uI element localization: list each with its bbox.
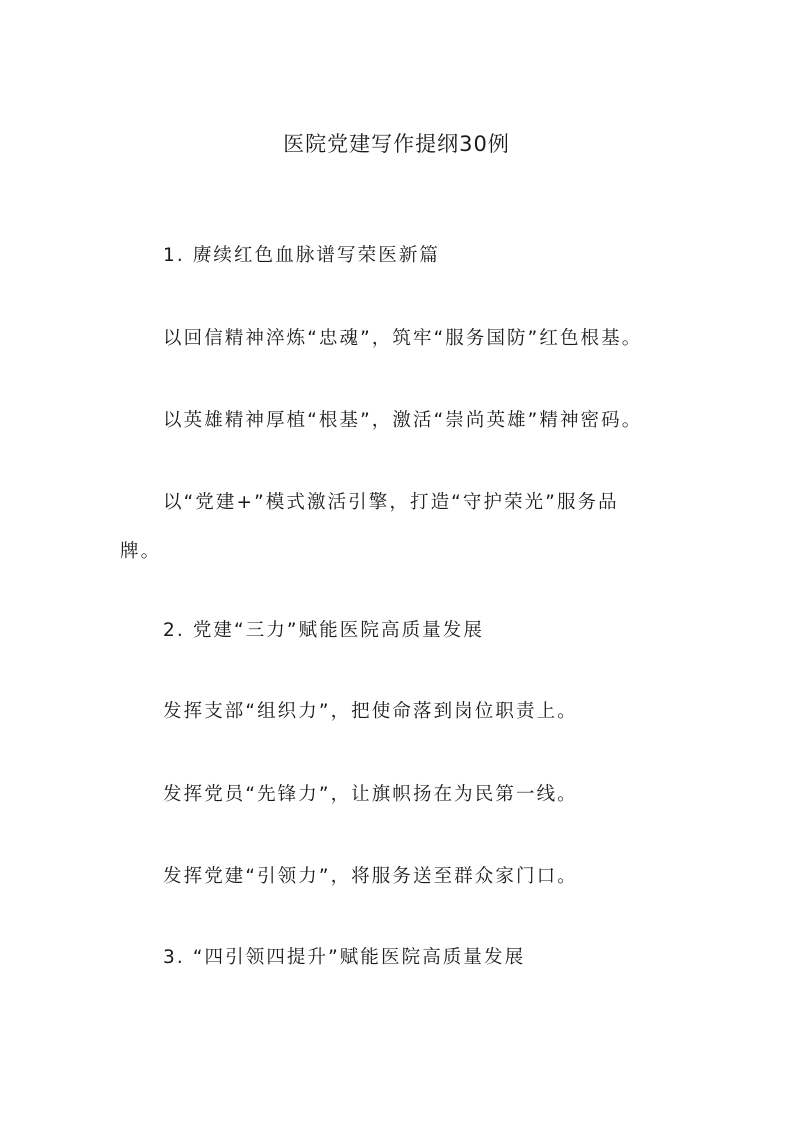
section-1-item-3: 以“党建+”模式激活引擎，打造“守护荣光”服务品 (163, 492, 619, 513)
section-2-item-3: 发挥党建“引领力”，将服务送至群众家门口。 (163, 866, 578, 887)
section-3-heading: 3. “四引领四提升”赋能医院高质量发展 (163, 947, 526, 968)
section-1-item-2: 以英雄精神厚植“根基”，激活“崇尚英雄”精神密码。 (163, 410, 643, 431)
section-1-heading: 1. 赓续红色血脉谱写荣医新篇 (163, 245, 441, 266)
section-2-item-2: 发挥党员“先锋力”，让旗帜扬在为民第一线。 (163, 784, 578, 805)
section-1-item-3-continued: 牌。 (120, 541, 162, 562)
document-title: 医院党建写作提纲30例 (283, 132, 510, 156)
section-1-item-1: 以回信精神淬炼“忠魂”，筑牢“服务国防”红色根基。 (163, 328, 643, 349)
section-2-heading: 2. 党建“三力”赋能医院高质量发展 (163, 620, 485, 641)
section-2-item-1: 发挥支部“组织力”，把使命落到岗位职责上。 (163, 701, 578, 722)
